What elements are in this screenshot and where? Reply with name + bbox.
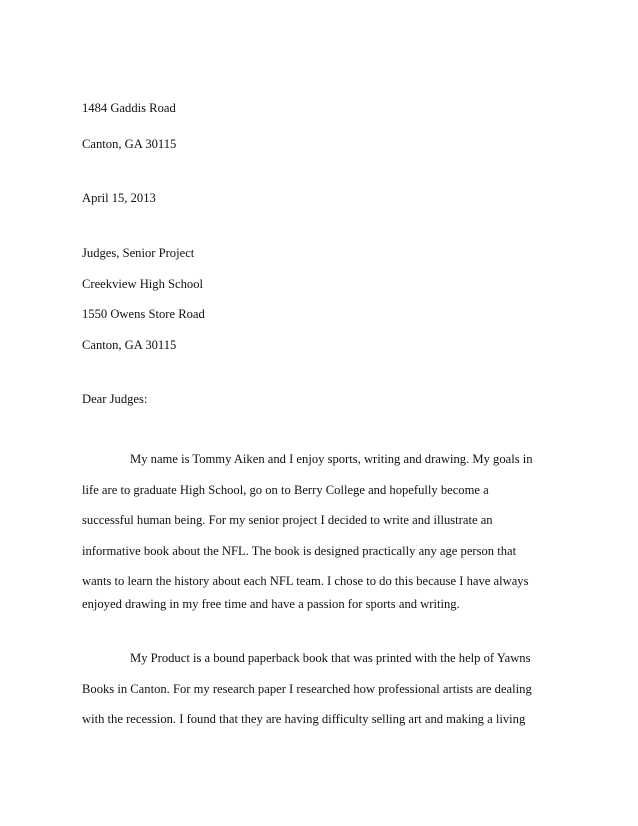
sender-street: 1484 Gaddis Road: [82, 101, 176, 115]
paragraph-1-line: My name is Tommy Aiken and I enjoy sports, writing and drawing. My goals in: [130, 452, 533, 466]
paragraph-1-line: life are to graduate High School, go on to Berry College and hopefully become a: [82, 483, 489, 497]
letter-date: April 15, 2013: [82, 191, 156, 205]
paragraph-2-line: My Product is a bound paperback book that was printed with the help of Yawns: [130, 651, 531, 665]
paragraph-1-line: informative book about the NFL. The book is designed practically any age person that: [82, 544, 517, 558]
recipient-street: 1550 Owens Store Road: [82, 307, 205, 321]
paragraph-1-line: successful human being. For my senior project I decided to write and illustrate an: [82, 513, 493, 527]
sender-city-state-zip: Canton, GA 30115: [82, 137, 177, 151]
paragraph-2-line: with the recession. I found that they are having difficulty selling art and making a living: [82, 712, 526, 726]
salutation: Dear Judges:: [82, 392, 148, 406]
paragraph-1-line: wants to learn the history about each NFL team. I chose to do this because I have always: [82, 574, 529, 588]
paragraph-2-line: Books in Canton. For my research paper I researched how professional artists are dealing: [82, 682, 532, 696]
recipient-organization: Creekview High School: [82, 277, 204, 291]
paragraph-1-line: enjoyed drawing in my free time and have a passion for sports and writing.: [82, 597, 460, 611]
recipient-city-state-zip: Canton, GA 30115: [82, 338, 177, 352]
recipient-name: Judges, Senior Project: [82, 246, 195, 260]
